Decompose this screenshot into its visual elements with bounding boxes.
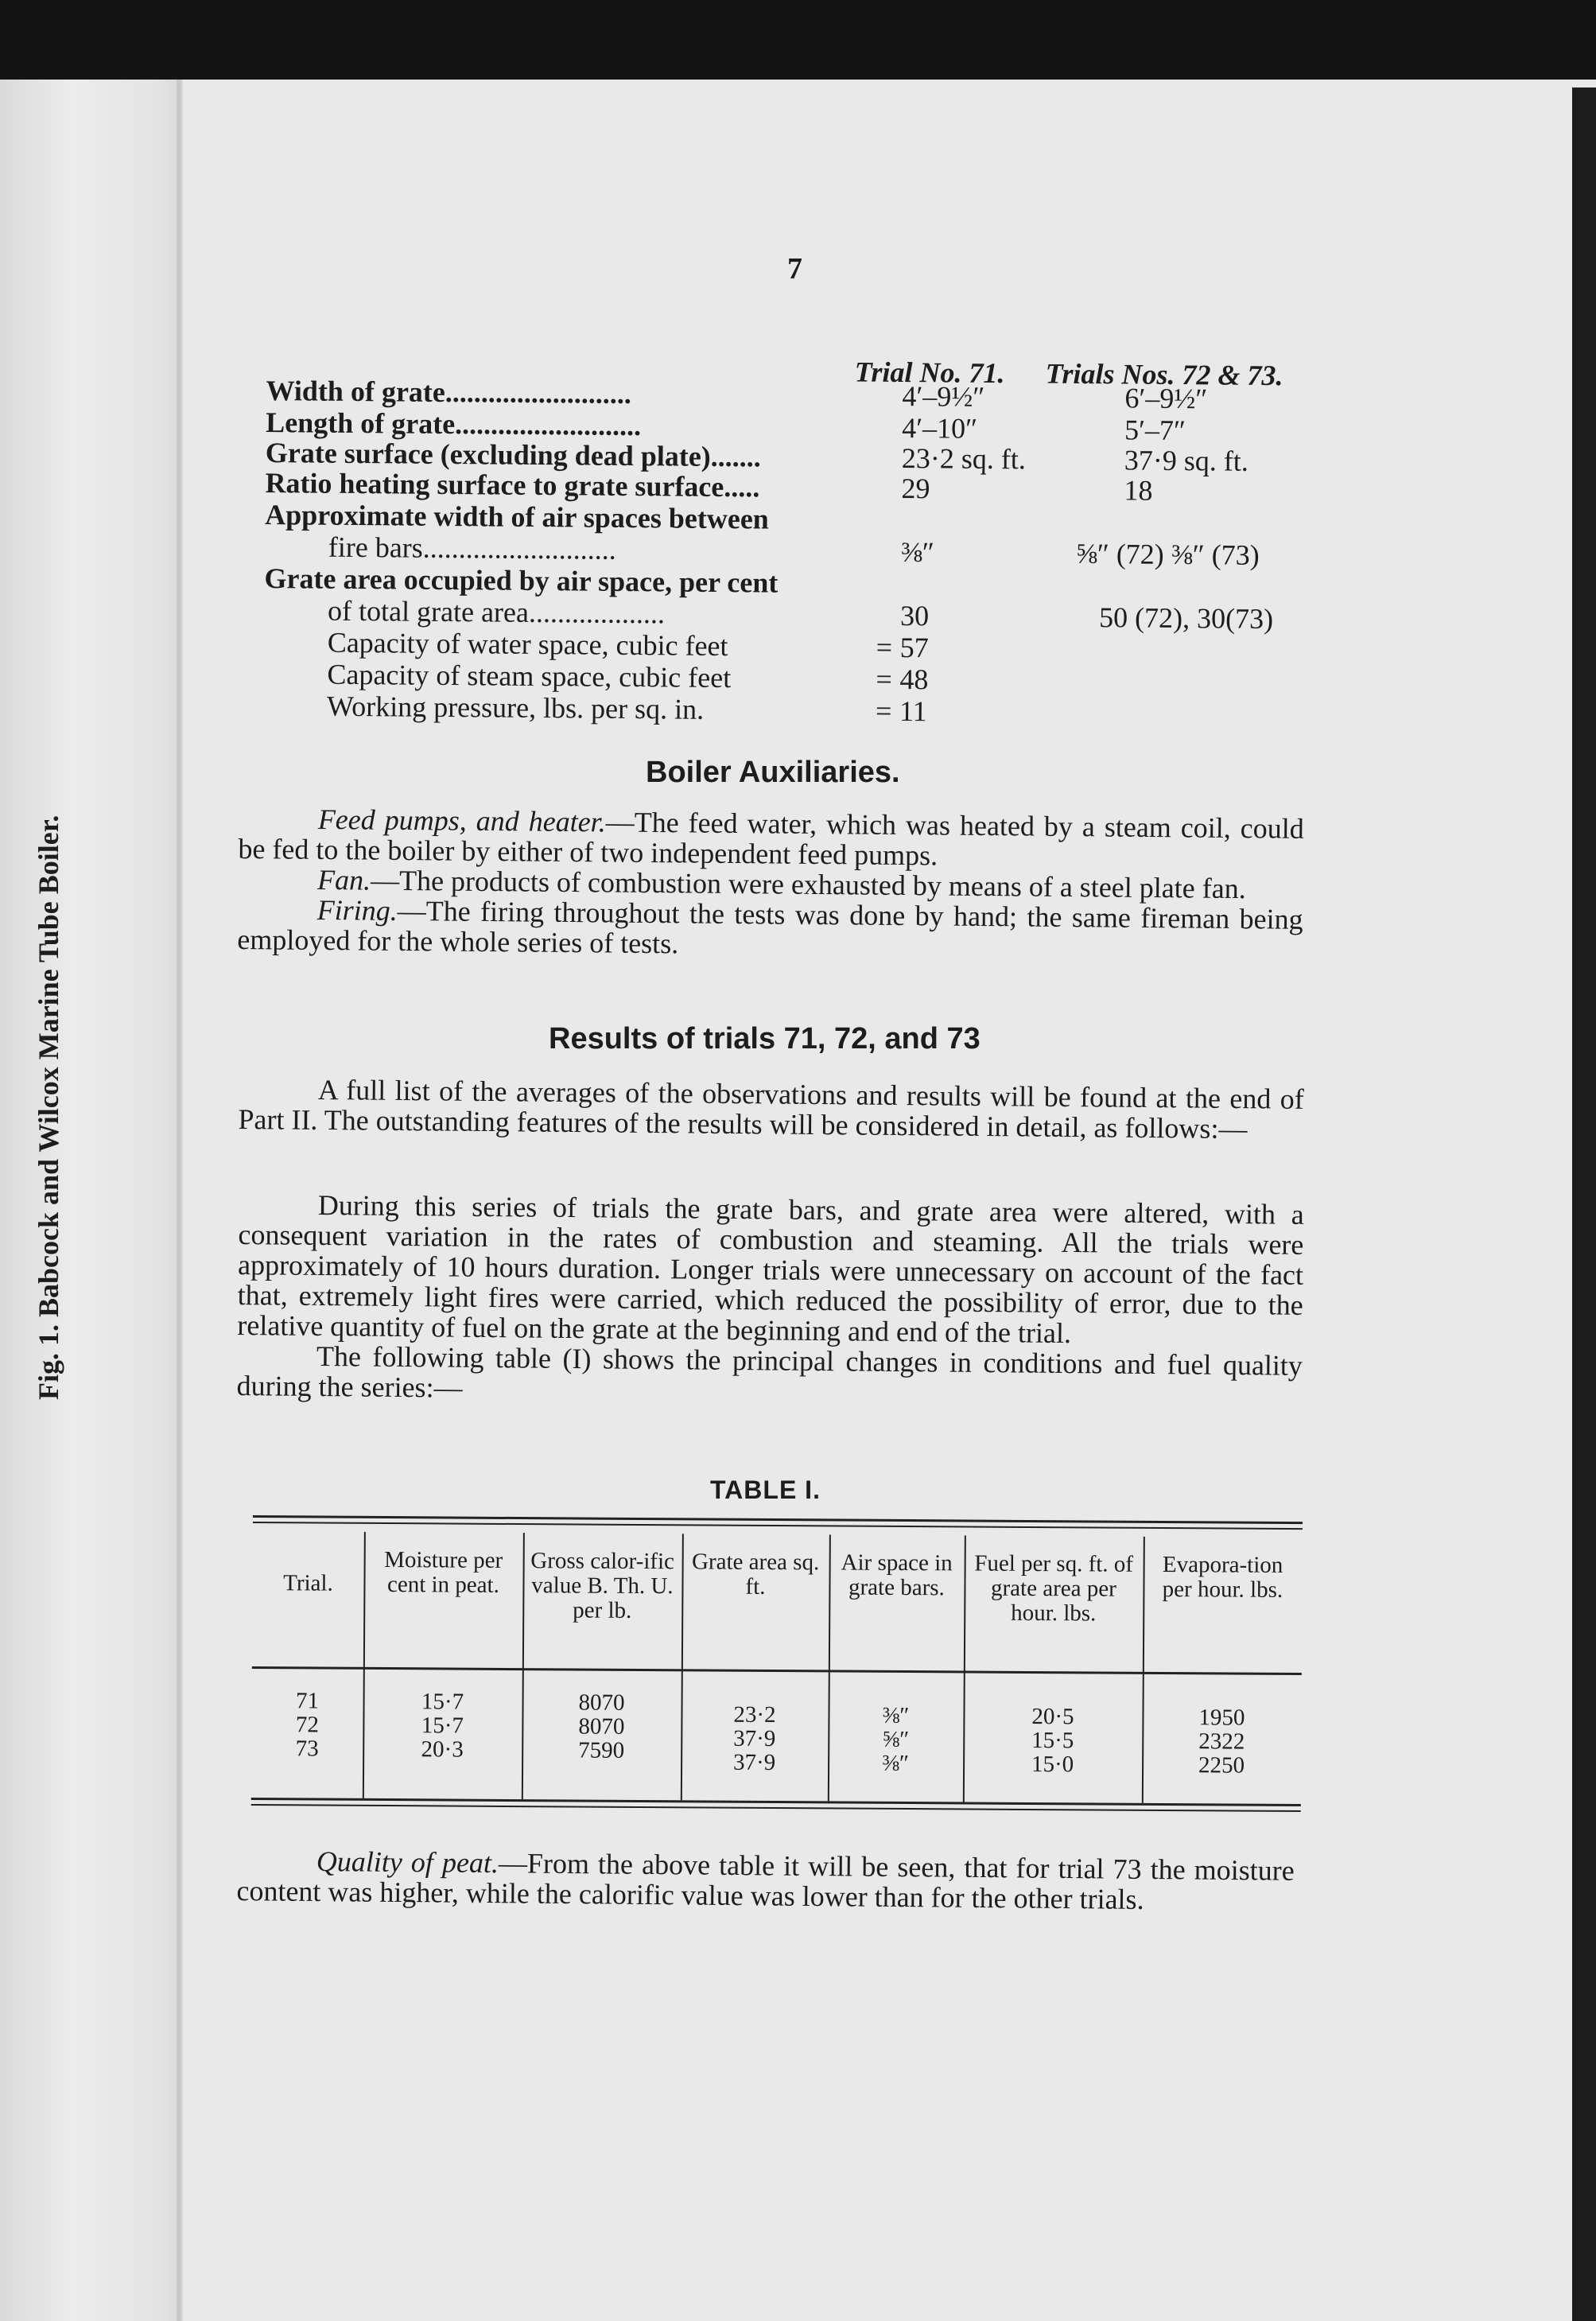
table-cell: 8070 (578, 1689, 625, 1716)
firing-text: —The firing throughout the tests was done by hand; the same fireman being employed for the whole series of tests. (237, 894, 1303, 960)
results-text-2 (236, 1189, 1303, 1411)
table-cell: ⅜″ (882, 1702, 910, 1729)
results-paragraph-2: During this series of trials the grate bars, and grate area were altered, with a consequent variation in the rates of combustion and steaming. All the trials were approximately of 10 hours duration. Longer trials were unnecessary on account of the fact that, extremely light fires were carried, which reduced the possibility of error, due to the relative quantity of fuel on the grate at the beginning and end of the trial. (237, 1188, 1304, 1350)
scan-border-top (0, 0, 1596, 86)
page-spine-shadow (0, 80, 183, 2321)
spec-value-trial-71: 57 (899, 631, 929, 664)
table-cell: 73 (295, 1736, 319, 1762)
quality-paragraph (236, 1845, 1295, 1916)
results-paragraph-3: The following table (I) shows the principal changes in conditions and fuel quality during the series:— (236, 1339, 1303, 1404)
spec-value-trial-71: 23·2 sq. ft. (901, 441, 1027, 476)
equals-sign: = (876, 663, 892, 695)
spec-value-trials-72-73: ⅝″ (72) ⅜″ (73) (1075, 537, 1260, 571)
spec-value-trial-71: 4′–10″ (902, 411, 978, 445)
table-cell: 2322 (1198, 1728, 1245, 1755)
spec-value-trials-72-73: 18 (1124, 474, 1153, 507)
table-header-cell: Grate area sq. ft. (691, 1549, 820, 1600)
table-header-cell: Trial. (283, 1570, 333, 1596)
table-cell: 37·9 (733, 1725, 776, 1752)
spec-label: Approximate width of air spaces between (265, 498, 769, 535)
table-1 (251, 1515, 1303, 1816)
firing-title: Firing. (316, 893, 398, 927)
spec-label: Length of grate.......................... (266, 406, 642, 442)
table-column-rule (522, 1533, 525, 1799)
quality-body: —From the above table it will be seen, that for trial 73 the moisture content was higher, while the calorific value was lower than for the other trials. (236, 1847, 1295, 1915)
table-cell: 8070 (578, 1713, 625, 1740)
spec-label: Ratio heating surface to grate surface..... (265, 466, 760, 503)
spec-label: Capacity of steam space, cubic feet (327, 658, 732, 694)
fan-title: Fan. (316, 863, 371, 896)
table-column-rule (963, 1535, 966, 1802)
feed-paragraph (238, 803, 1304, 874)
auxiliaries-text (237, 803, 1304, 965)
table-cell: 15·7 (421, 1689, 464, 1715)
table-header-cell: Fuel per sq. ft. of grate area per hour. lbs. (974, 1550, 1134, 1627)
spec-value-trial-71: 11 (899, 694, 927, 728)
table-cell: 37·9 (732, 1749, 776, 1776)
table-header-cell: Gross calor-ific value B. Th. U. per lb. (530, 1548, 675, 1623)
equals-sign: = (876, 631, 893, 663)
spec-value-trials-72-73: 5′–7″ (1124, 414, 1186, 447)
table-cell: 71 (295, 1688, 320, 1714)
spec-value-trials-72-73: 6′–9½″ (1124, 382, 1208, 415)
quality-title: Quality of peat. (316, 1845, 499, 1880)
table-cell: 72 (295, 1712, 319, 1738)
spec-value-trial-71: 4′–9½″ (902, 379, 985, 413)
table-column-rule (363, 1532, 366, 1798)
firing-paragraph (237, 894, 1303, 965)
heading-results: Results of trials 71, 72, and 73 (549, 1022, 981, 1056)
feed-title: Feed pumps, and heater. (317, 803, 606, 838)
table-cell: 15·5 (1031, 1727, 1074, 1754)
table-cell: 23·2 (733, 1701, 776, 1728)
page-fold-line (177, 80, 181, 2321)
spec-value-trials-72-73: 37·9 sq. ft. (1124, 444, 1249, 477)
feed-text: —The feed water, which was heated by a steam coil, could be fed to the boiler by either of two independent feed pumps. (238, 806, 1304, 872)
results-paragraph-1: A full list of the averages of the observations and results will be found at the end of Part II. The outstanding features of the results will be considered in detail, as follows:— (238, 1073, 1304, 1145)
table-title: TABLE I. (710, 1475, 821, 1504)
fan-text: —The products of combustion were exhausted by means of a steel plate fan. (370, 864, 1246, 905)
table-cell: 20·5 (1031, 1703, 1074, 1730)
spec-value-trial-71: 30 (899, 599, 930, 632)
table-cell: 7590 (578, 1737, 625, 1763)
spec-label: of total grate area................... (327, 594, 666, 630)
table-header-cell: Evapora-tion per hour. lbs. (1162, 1551, 1283, 1603)
table-header-cell: Moisture per cent in peat. (384, 1547, 503, 1598)
col1-header: Trial No. 71. (854, 356, 1005, 390)
spec-label: Working pressure, lbs. per sq. in. (326, 690, 705, 725)
table-cell: 15·7 (421, 1713, 464, 1739)
spec-label: fire bars........................... (328, 531, 616, 566)
scan-border-right (1572, 87, 1596, 2321)
table-column-rule (1142, 1537, 1145, 1803)
figure-caption-rotated: Fig. 1. Babcock and Wilcox Marine Tube Boiler. (33, 814, 64, 1400)
col2-header: Trials Nos. 72 & 73. (1045, 357, 1283, 392)
spec-label: Capacity of water space, cubic feet (327, 626, 728, 663)
table-cell: ⅜″ (882, 1750, 910, 1777)
results-text-1 (238, 1074, 1304, 1145)
spec-label: Grate area occupied by air space, per cent (264, 562, 779, 599)
page-number: 7 (787, 252, 802, 286)
spec-value-trial-71: ⅜″ (900, 535, 934, 569)
table-column-rule (681, 1534, 684, 1800)
spec-value-trials-72-73: 50 (72), 30(73) (1098, 601, 1274, 636)
heading-boiler-auxiliaries: Boiler Auxiliaries. (646, 756, 900, 789)
quality-text (236, 1845, 1295, 1916)
table-cell: 1950 (1198, 1705, 1245, 1731)
table-cell: 15·0 (1031, 1751, 1074, 1778)
spec-label: Width of grate.......................... (266, 374, 632, 410)
table-column-rule (828, 1534, 831, 1801)
table-cell: 2250 (1198, 1752, 1245, 1779)
spec-value-trial-71: 29 (901, 472, 930, 505)
spec-value-trial-71: 48 (899, 663, 929, 696)
table-cell: 20·3 (421, 1736, 464, 1763)
table-header-cell: Air space in grate bars. (841, 1549, 953, 1601)
equals-sign: = (875, 694, 892, 727)
table-cell: ⅝″ (882, 1726, 910, 1753)
spec-label: Grate surface (excluding dead plate)....... (265, 436, 761, 473)
